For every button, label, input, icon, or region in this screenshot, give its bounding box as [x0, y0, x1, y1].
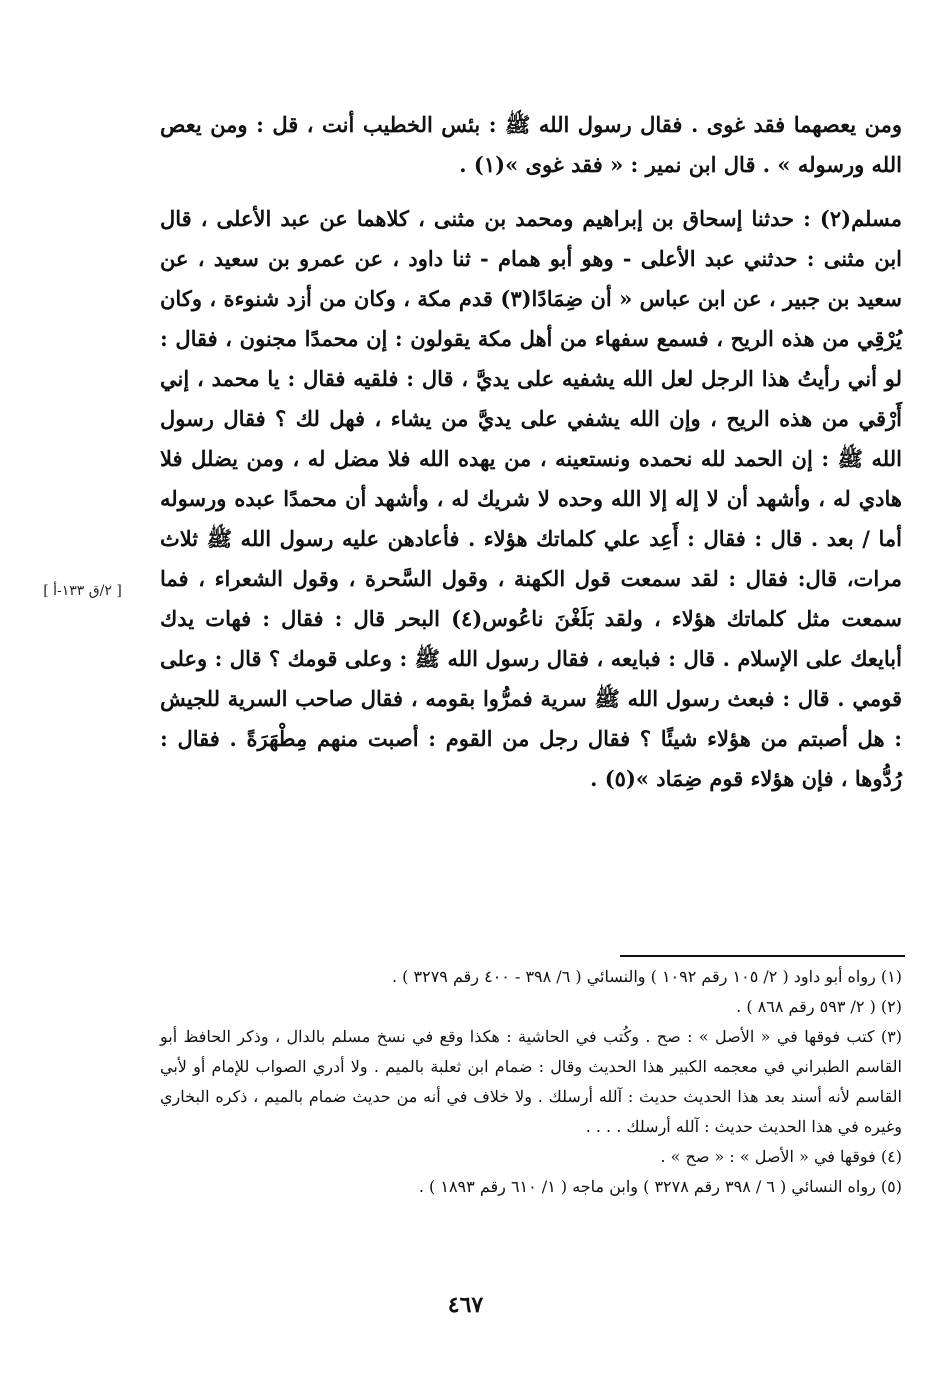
footnote-2: (٢) ( ٢/ ٥٩٣ رقم ٨٦٨ ) .: [736, 997, 902, 1016]
page-number: ٤٦٧: [447, 1292, 484, 1318]
paragraph-2: مسلم(٢) : حدثنا إسحاق بن إبراهيم ومحمد بن مثنى ، كلاهما عن عبد الأعلى ، قال ابن مثنى : حدثني عبد الأعلى - وهو أبو همام - ثنا داود ، عن عمرو بن سعيد ، عن سعيد بن جبير ، عن ابن عباس « أن ضِمَادًا(٣) قدم مكة ، وكان من أزد شنوءة ، وكان يُرْقِي من هذه الريح ، فسمع سفهاء من أهل مكة يقولون : إن محمدًا مجنون ، فقال : لو أني رأيتُ هذا الرجل لعل الله يشفيه على يديَّ ، قال : فلقيه فقال : يا محمد ، إني أَرْقي من هذه الريح ، وإن الله يشفي على يديَّ من يشاء ، فهل لك ؟ فقال رسول الله ﷺ : إن الحمد لله نحمده ونستعينه ، من يهده الله فلا مضل له ، ومن يضلل فلا هادي له ، وأشهد أن لا إله إلا الله وحده لا شريك له ، وأشهد أن محمدًا عبده ورسوله أما / بعد . قال : فقال : أَعِد علي كلماتك هؤلاء . فأعادهن عليه رسول الله ﷺ ثلاث مرات، قال: فقال : لقد سمعت قول الكهنة ، وقول السَّحرة ، وقول الشعراء ، فما سمعت مثل كلماتك هؤلاء ، ولقد بَلَغْنَ ناعُوس(٤) البحر قال : فقال : فهات يدك أبايعك على الإسلام . قال : فبايعه ، فقال رسول الله ﷺ : وعلى قومك ؟ قال : وعلى قومي . قال : فبعث رسول الله ﷺ سرية فمرُّوا بقومه ، فقال صاحب السرية للجيش : هل أصبتم من هؤلاء شيئًا ؟ فقال رجل من القوم : أصبت منهم مِطْهَرَةً . فقال : رُدُّوها ، فإن هؤلاء قوم ضِمَاد »(٥) .: [160, 206, 902, 791]
footnotes: [160, 962, 902, 1202]
manuscript-folio-reference: [ ٢/ق ١٣٣-أ ]: [43, 583, 122, 599]
main-text: [160, 105, 902, 799]
footnote-divider: [620, 955, 905, 957]
paragraph-1: ومن يعصهما فقد غوى . فقال رسول الله ﷺ : بئس الخطيب أنت ، قل : ومن يعص الله ورسوله » . قال ابن نمير : « فقد غوى »(١) .: [160, 112, 902, 177]
footnote-4: (٤) فوقها في « الأصل » : « صح » .: [660, 1147, 902, 1166]
footnote-5: (٥) رواه النسائي ( ٦ / ٣٩٨ رقم ٣٢٧٨ ) وابن ماجه ( ١/ ٦١٠ رقم ١٨٩٣ ) .: [418, 1177, 902, 1196]
footnote-1: (١) رواه أبو داود ( ٢/ ١٠٥ رقم ١٠٩٢ ) والنسائي ( ٦/ ٣٩٨ - ٤٠٠ رقم ٣٢٧٩ ) .: [392, 967, 902, 986]
footnote-3: (٣) كتب فوقها في « الأصل » : صح . وكُتب في الحاشية : هكذا وقع في نسخ مسلم بالدال ، وذكر الحافظ أبو القاسم الطبراني في معجمه الكبير هذا الحديث وقال : ضمام ابن ثعلبة بالميم . ولا أدري الصواب للإمام أو لأبي القاسم لأنه أسند بعد هذا الحديث حديث : آلله أرسلك . ولا خلاف في أنه من حديث ضمام بالميم ، ذكره البخاري وغيره في هذا الحديث حديث : آلله أرسلك . . . .: [160, 1027, 902, 1136]
